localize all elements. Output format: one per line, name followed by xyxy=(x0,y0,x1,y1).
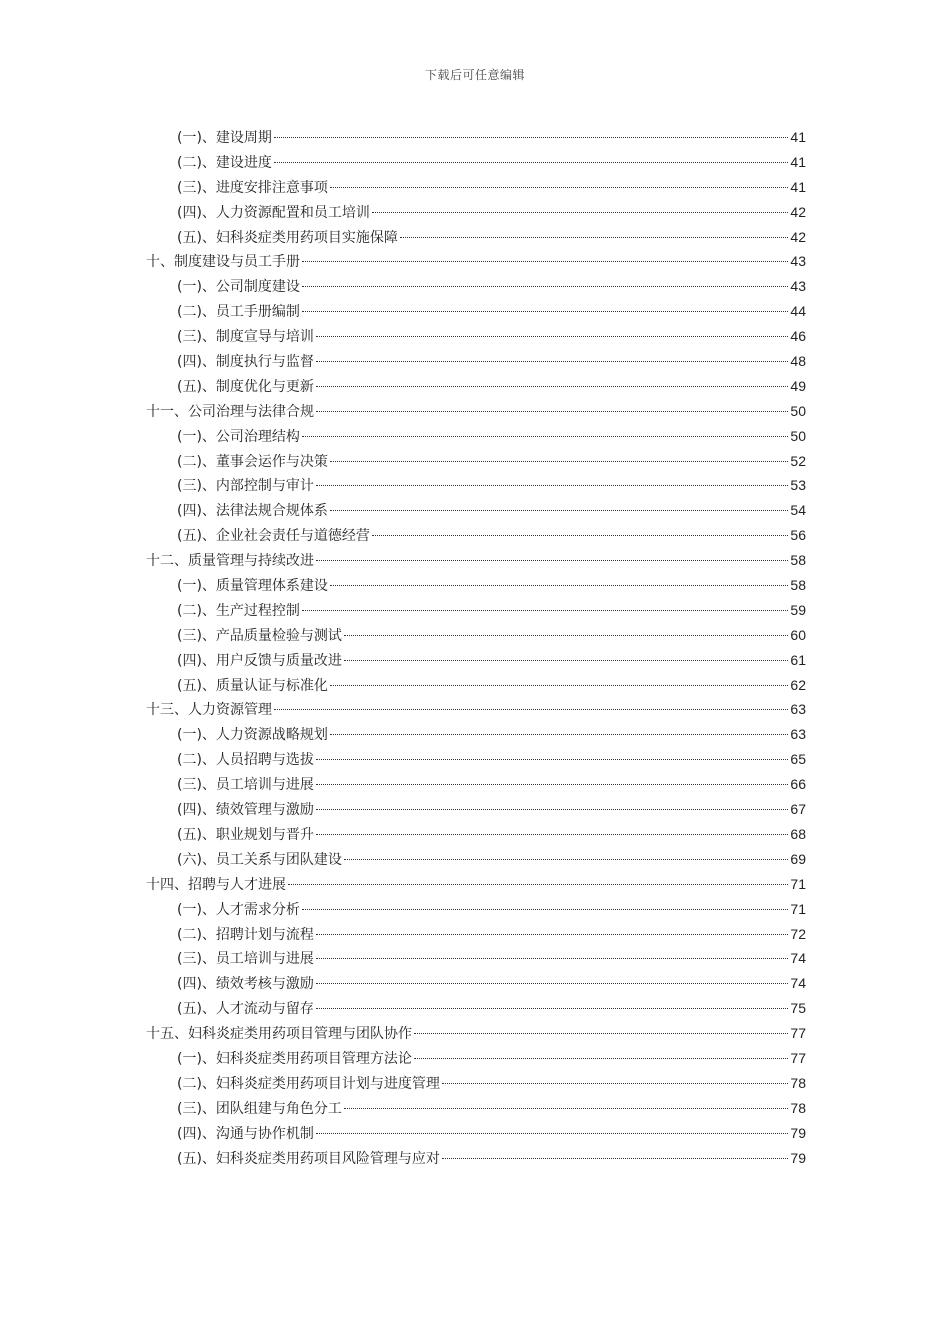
toc-dot-leader xyxy=(274,162,788,163)
toc-dot-leader xyxy=(316,759,788,760)
toc-entry-title: (一)、建设周期 xyxy=(177,130,272,146)
toc-dot-leader xyxy=(316,809,788,810)
toc-entry-title: 十一、公司治理与法律合规 xyxy=(146,403,314,420)
toc-section-entry[interactable] xyxy=(146,996,806,1021)
toc-dot-leader xyxy=(316,834,788,835)
toc-page-number: 68 xyxy=(790,825,806,842)
table-of-contents xyxy=(146,125,806,1170)
toc-page-number: 78 xyxy=(790,1074,806,1091)
toc-page-number: 74 xyxy=(790,975,806,992)
toc-section-entry[interactable] xyxy=(146,897,806,922)
toc-page-number: 46 xyxy=(790,328,806,345)
toc-section-entry[interactable] xyxy=(146,374,806,399)
toc-section-entry[interactable] xyxy=(146,722,806,747)
toc-section-entry[interactable] xyxy=(146,349,806,374)
toc-page-number: 67 xyxy=(790,801,806,818)
toc-page-number: 48 xyxy=(790,353,806,370)
toc-dot-leader xyxy=(330,187,788,188)
toc-dot-leader xyxy=(288,884,788,885)
toc-section-entry[interactable] xyxy=(146,125,806,150)
toc-dot-leader xyxy=(316,983,788,984)
toc-entry-title: (二)、妇科炎症类用药项目计划与进度管理 xyxy=(177,1075,440,1092)
toc-entry-title: (三)、员工培训与进展 xyxy=(177,951,314,968)
toc-entry-title: (四)、绩效考核与激励 xyxy=(177,976,314,993)
toc-entry-title: (四)、沟通与协作机制 xyxy=(177,1125,314,1142)
toc-entry-title: (三)、进度安排注意事项 xyxy=(177,179,328,196)
toc-dot-leader xyxy=(344,635,788,636)
toc-section-entry[interactable] xyxy=(146,473,806,498)
toc-entry-title: (四)、用户反馈与质量改进 xyxy=(177,652,342,669)
toc-entry-title: (五)、妇科炎症类用药项目实施保障 xyxy=(177,229,398,246)
toc-section-entry[interactable] xyxy=(146,922,806,947)
toc-dot-leader xyxy=(316,336,788,337)
toc-section-entry[interactable] xyxy=(146,747,806,772)
toc-entry-title: 十五、妇科炎症类用药项目管理与团队协作 xyxy=(146,1026,412,1043)
toc-section-entry[interactable] xyxy=(146,299,806,324)
toc-dot-leader xyxy=(442,1158,788,1159)
toc-entry-title: (五)、妇科炎症类用药项目风险管理与应对 xyxy=(177,1150,440,1167)
toc-page-number: 59 xyxy=(790,601,806,618)
toc-dot-leader xyxy=(316,485,788,486)
toc-dot-leader xyxy=(344,859,788,860)
toc-entry-title: (一)、人力资源战略规划 xyxy=(177,727,328,744)
toc-dot-leader xyxy=(414,1033,788,1034)
toc-page-number: 56 xyxy=(790,527,806,544)
toc-section-entry[interactable] xyxy=(146,673,806,698)
toc-page-number: 66 xyxy=(790,776,806,793)
toc-entry-title: (三)、制度宣导与培训 xyxy=(177,329,314,346)
toc-dot-leader xyxy=(316,1008,788,1009)
toc-dot-leader xyxy=(302,610,788,611)
toc-entry-title: (四)、绩效管理与激励 xyxy=(177,802,314,819)
toc-dot-leader xyxy=(344,1108,788,1109)
toc-entry-title: 十四、招聘与人才进展 xyxy=(146,876,286,893)
toc-entry-title: (五)、企业社会责任与道德经营 xyxy=(177,528,370,545)
toc-page-number: 63 xyxy=(790,726,806,743)
toc-dot-leader xyxy=(316,958,788,959)
toc-page-number: 50 xyxy=(790,402,806,419)
toc-section-entry[interactable] xyxy=(146,847,806,872)
toc-page-number: 79 xyxy=(790,1124,806,1141)
toc-section-entry[interactable] xyxy=(146,822,806,847)
toc-dot-leader xyxy=(316,1133,788,1134)
toc-page-number: 43 xyxy=(790,253,806,270)
toc-section-entry[interactable] xyxy=(146,1096,806,1121)
toc-page-number: 58 xyxy=(790,577,806,594)
toc-entry-title: (三)、内部控制与审计 xyxy=(177,478,314,495)
toc-section-entry[interactable] xyxy=(146,946,806,971)
toc-dot-leader xyxy=(302,909,788,910)
toc-dot-leader xyxy=(316,361,788,362)
toc-section-entry[interactable] xyxy=(146,498,806,523)
toc-section-entry[interactable] xyxy=(146,225,806,250)
toc-entry-title: (一)、人才需求分析 xyxy=(177,901,300,918)
toc-entry-title: (四)、人力资源配置和员工培训 xyxy=(177,204,370,221)
toc-entry-title: (五)、制度优化与更新 xyxy=(177,378,314,395)
toc-entry-title: (三)、员工培训与进展 xyxy=(177,777,314,794)
toc-page-number: 42 xyxy=(790,203,806,220)
toc-page-number: 50 xyxy=(790,427,806,444)
toc-dot-leader xyxy=(344,660,788,661)
toc-section-entry[interactable] xyxy=(146,772,806,797)
toc-page-number: 63 xyxy=(790,701,806,718)
toc-page-number: 49 xyxy=(790,377,806,394)
toc-dot-leader xyxy=(316,784,788,785)
toc-section-entry[interactable] xyxy=(146,971,806,996)
toc-section-entry[interactable] xyxy=(146,175,806,200)
toc-entry-title: (三)、团队组建与角色分工 xyxy=(177,1100,342,1117)
toc-entry-title: (二)、人员招聘与选拔 xyxy=(177,752,314,769)
toc-entry-title: (四)、制度执行与监督 xyxy=(177,354,314,371)
toc-entry-title: 十、制度建设与员工手册 xyxy=(146,254,300,271)
toc-page-number: 79 xyxy=(790,1149,806,1166)
toc-entry-title: (二)、员工手册编制 xyxy=(177,304,300,321)
toc-chapter-entry[interactable] xyxy=(146,548,806,573)
toc-page-number: 65 xyxy=(790,751,806,768)
toc-dot-leader xyxy=(330,585,788,586)
toc-page-number: 52 xyxy=(790,452,806,469)
toc-dot-leader xyxy=(316,411,788,412)
toc-page-number: 62 xyxy=(790,676,806,693)
toc-section-entry[interactable] xyxy=(146,523,806,548)
toc-section-entry[interactable] xyxy=(146,623,806,648)
toc-entry-title: (一)、妇科炎症类用药项目管理方法论 xyxy=(177,1050,412,1067)
toc-page-number: 71 xyxy=(790,900,806,917)
toc-section-entry[interactable] xyxy=(146,797,806,822)
toc-page-number: 53 xyxy=(790,477,806,494)
toc-entry-title: (一)、公司治理结构 xyxy=(177,428,300,445)
toc-page-number: 69 xyxy=(790,850,806,867)
toc-entry-title: 十二、质量管理与持续改进 xyxy=(146,553,314,570)
toc-page-number: 42 xyxy=(790,228,806,245)
toc-section-entry[interactable] xyxy=(146,274,806,299)
toc-dot-leader xyxy=(330,685,788,686)
toc-page-number: 72 xyxy=(790,925,806,942)
toc-entry-title: (二)、生产过程控制 xyxy=(177,602,300,619)
toc-page-number: 58 xyxy=(790,552,806,569)
toc-dot-leader xyxy=(442,1083,788,1084)
toc-entry-title: (六)、员工关系与团队建设 xyxy=(177,851,342,868)
toc-section-entry[interactable] xyxy=(146,424,806,449)
toc-section-entry[interactable] xyxy=(146,648,806,673)
toc-entry-title: (一)、公司制度建设 xyxy=(177,279,300,296)
toc-chapter-entry[interactable] xyxy=(146,249,806,274)
toc-entry-title: (二)、建设进度 xyxy=(177,154,272,171)
toc-entry-title: (五)、人才流动与留存 xyxy=(177,1001,314,1018)
toc-dot-leader xyxy=(274,137,788,138)
toc-page-number: 77 xyxy=(790,1025,806,1042)
toc-page-number: 60 xyxy=(790,626,806,643)
toc-page-number: 61 xyxy=(790,651,806,668)
toc-chapter-entry[interactable] xyxy=(146,872,806,897)
toc-page-number: 41 xyxy=(790,129,806,145)
toc-entry-title: (二)、董事会运作与决策 xyxy=(177,453,328,470)
toc-page-number: 54 xyxy=(790,502,806,519)
toc-dot-leader xyxy=(372,535,788,536)
toc-dot-leader xyxy=(372,212,788,213)
toc-entry-title: (五)、质量认证与标准化 xyxy=(177,677,328,694)
toc-chapter-entry[interactable] xyxy=(146,399,806,424)
toc-section-entry[interactable] xyxy=(146,573,806,598)
toc-entry-title: (三)、产品质量检验与测试 xyxy=(177,627,342,644)
toc-section-entry[interactable] xyxy=(146,1046,806,1071)
toc-section-entry[interactable] xyxy=(146,598,806,623)
toc-dot-leader xyxy=(414,1058,788,1059)
toc-section-entry[interactable] xyxy=(146,200,806,225)
toc-page-number: 43 xyxy=(790,278,806,295)
toc-page-number: 41 xyxy=(790,178,806,195)
toc-page-number: 75 xyxy=(790,1000,806,1017)
toc-dot-leader xyxy=(302,436,788,437)
toc-dot-leader xyxy=(330,510,788,511)
toc-entry-title: (二)、招聘计划与流程 xyxy=(177,926,314,943)
toc-page-number: 77 xyxy=(790,1049,806,1066)
toc-section-entry[interactable] xyxy=(146,449,806,474)
toc-page-number: 44 xyxy=(790,303,806,320)
toc-entry-title: 十三、人力资源管理 xyxy=(146,702,272,719)
page-header: 下载后可任意编辑 xyxy=(424,68,525,82)
toc-section-entry[interactable] xyxy=(146,324,806,349)
toc-section-entry[interactable] xyxy=(146,1121,806,1146)
toc-entry-title: (四)、法律法规合规体系 xyxy=(177,503,328,520)
toc-chapter-entry[interactable] xyxy=(146,1021,806,1046)
toc-section-entry[interactable] xyxy=(146,1071,806,1096)
toc-page-number: 71 xyxy=(790,875,806,892)
toc-dot-leader xyxy=(302,261,788,262)
toc-dot-leader xyxy=(274,709,788,710)
toc-dot-leader xyxy=(400,237,788,238)
toc-dot-leader xyxy=(330,461,788,462)
toc-dot-leader xyxy=(330,734,788,735)
toc-dot-leader xyxy=(316,934,788,935)
toc-dot-leader xyxy=(316,386,788,387)
toc-page-number: 41 xyxy=(790,153,806,170)
toc-entry-title: (一)、质量管理体系建设 xyxy=(177,578,328,595)
toc-chapter-entry[interactable] xyxy=(146,697,806,722)
toc-dot-leader xyxy=(302,286,788,287)
toc-dot-leader xyxy=(316,560,788,561)
toc-page-number: 74 xyxy=(790,950,806,967)
toc-entry-title: (五)、职业规划与晋升 xyxy=(177,826,314,843)
toc-section-entry[interactable] xyxy=(146,150,806,175)
toc-dot-leader xyxy=(302,311,788,312)
toc-page-number: 78 xyxy=(790,1099,806,1116)
toc-section-entry[interactable] xyxy=(146,1146,806,1171)
